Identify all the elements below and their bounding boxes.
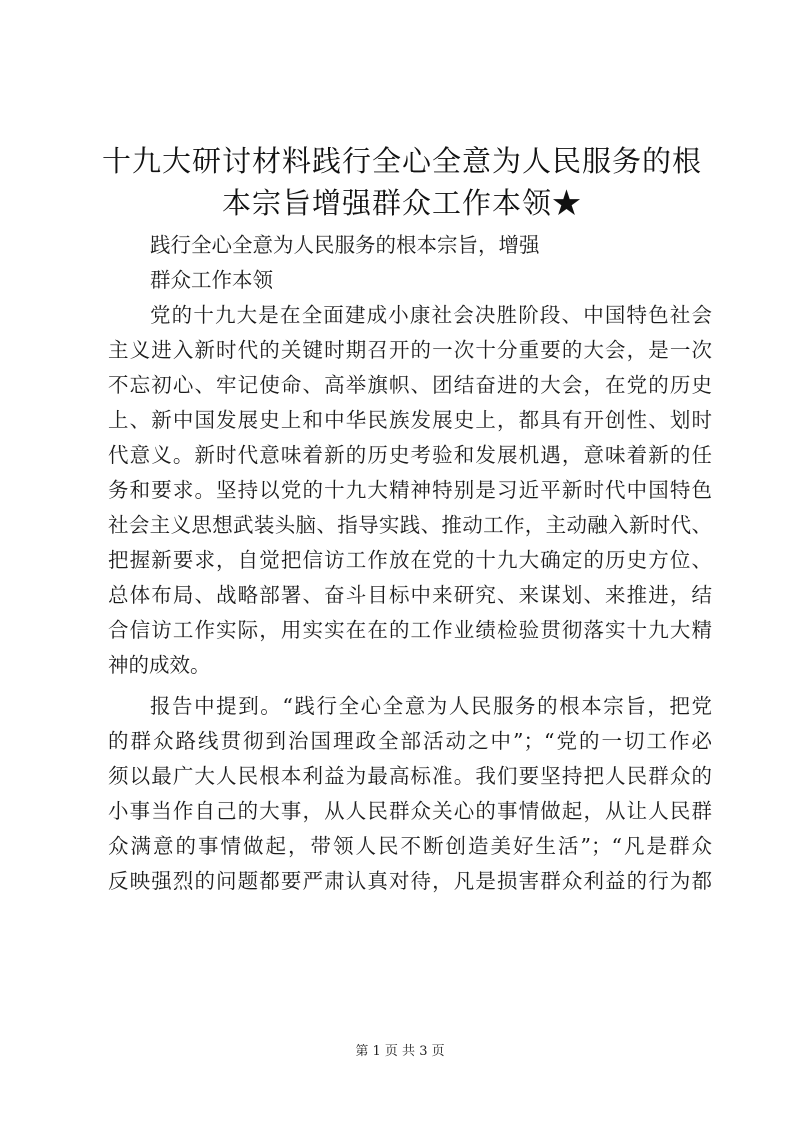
paragraph-line: 上、新中国发展史上和中华民族发展史上，都具有开创性、划时 (108, 408, 712, 432)
paragraph-line: 不忘初心、牢记使命、高举旗帜、团结奋进的大会，在党的历史 (108, 373, 712, 397)
paragraph-line: 合信访工作实际，用实实在在的工作业绩检验贯彻落实十九大精 (108, 618, 712, 642)
paragraph-line: 小事当作自己的大事，从人民群众关心的事情做起，从让人民群 (108, 799, 712, 823)
title-line-1: 十九大研讨材料践行全心全意为人民服务的根 (101, 144, 702, 178)
paragraph-line: 的群众路线贯彻到治国理政全部活动之中”；“党的一切工作必 (108, 729, 712, 753)
paragraph-line: 代意义。新时代意味着新的历史考验和发展机遇，意味着新的任 (108, 443, 712, 467)
subtitle-line-2: 群众工作本领 (150, 268, 273, 292)
paragraph-line: 总体布局、战略部署、奋斗目标中来研究、来谋划、来推进，结 (108, 583, 712, 607)
paragraph-line: 报告中提到。“践行全心全意为人民服务的根本宗旨，把党 (150, 694, 712, 718)
paragraph-line: 社会主义思想武装头脑、指导实践、推动工作，主动融入新时代、 (108, 513, 712, 537)
subtitle-line-1: 践行全心全意为人民服务的根本宗旨，增强 (150, 233, 540, 257)
paragraph-line: 务和要求。坚持以党的十九大精神特别是习近平新时代中国特色 (108, 478, 712, 502)
paragraph-line: 把握新要求，自觉把信访工作放在党的十九大确定的历史方位、 (108, 548, 712, 572)
page-title (96, 140, 708, 224)
paragraph-line: 反映强烈的问题都要严肃认真对待，凡是损害群众利益的行为都 (108, 869, 712, 893)
paragraph-line: 神的成效。 (108, 653, 211, 677)
paragraph-line: 党的十九大是在全面建成小康社会决胜阶段、中国特色社会 (150, 303, 712, 327)
paragraph-line: 主义进入新时代的关键时期召开的一次十分重要的大会，是一次 (108, 338, 712, 362)
paragraph-1 (108, 298, 712, 683)
paragraph-2 (108, 689, 712, 899)
document-body (108, 228, 712, 899)
paragraph-line: 须以最广大人民根本利益为最高标准。我们要坚持把人民群众的 (108, 764, 712, 788)
page-number-footer: 第 1 页 共 3 页 (355, 1044, 445, 1059)
paragraph-line: 众满意的事情做起，带领人民不断创造美好生活”；“凡是群众 (108, 834, 712, 858)
title-line-2: 本宗旨增强群众工作本领★ (221, 186, 582, 220)
